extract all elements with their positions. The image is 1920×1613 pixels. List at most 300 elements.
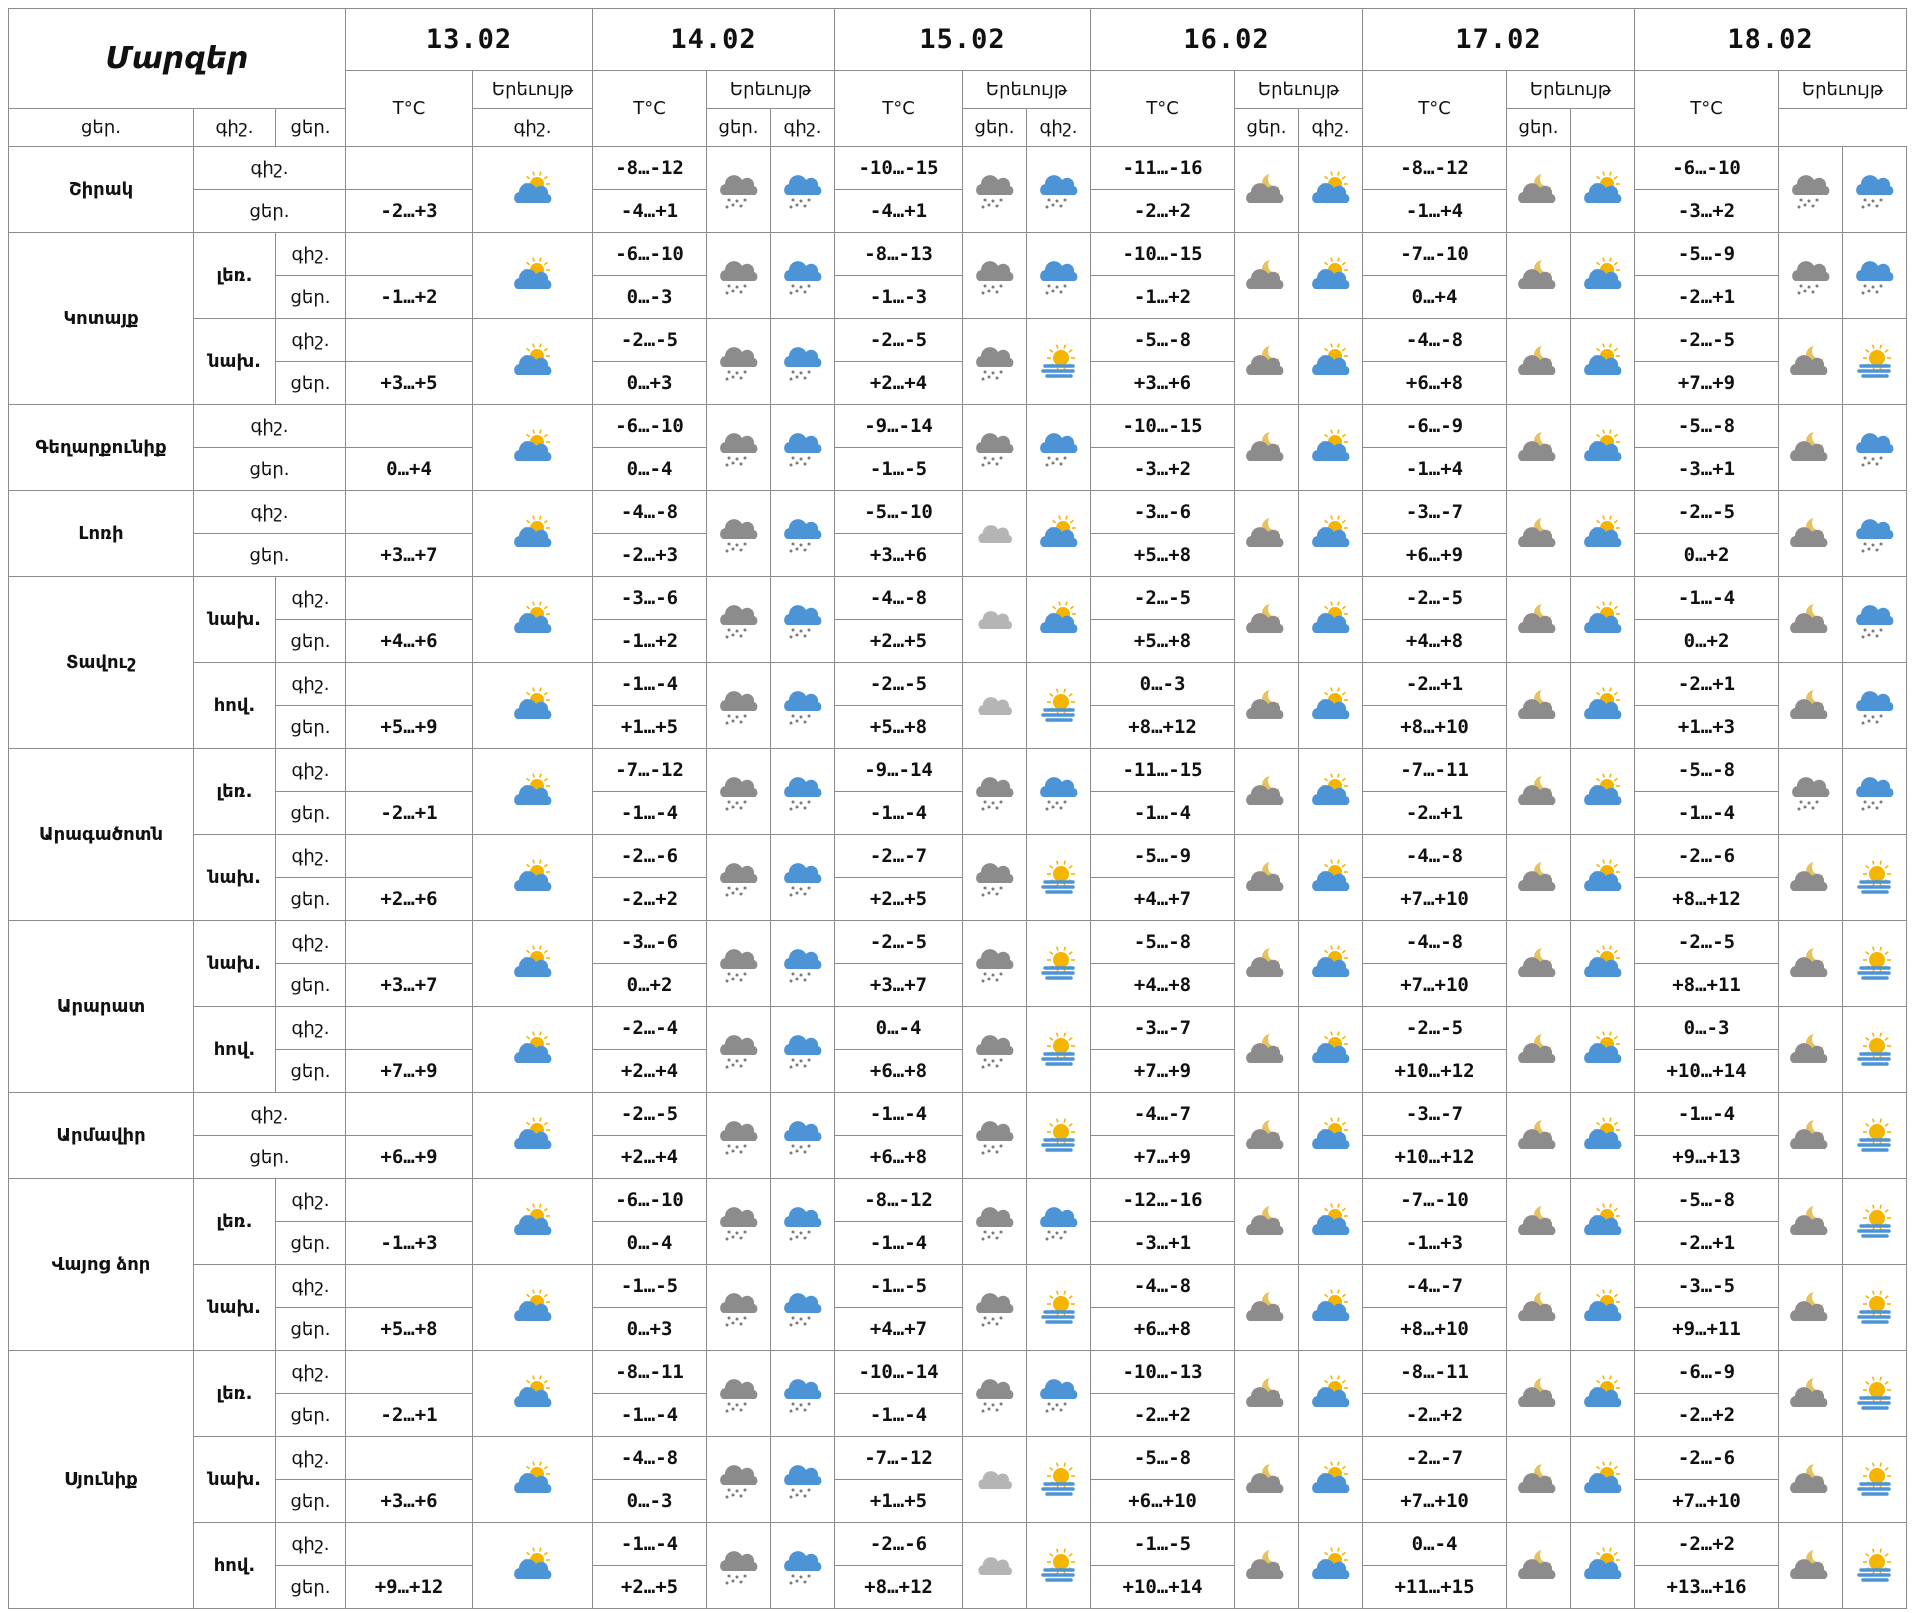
blue-snow-icon (771, 1030, 834, 1070)
phenomenon-day-cell (771, 1265, 835, 1351)
phenomenon-day-cell (473, 1437, 593, 1523)
temp-day-cell: +10…+14 (1635, 1050, 1779, 1093)
temp-night-cell: -8…-12 (1363, 147, 1507, 190)
date-header-5: 18.02 (1635, 9, 1907, 71)
temp-day-cell: 0…-3 (593, 1480, 707, 1523)
temp-day-cell: +1…+5 (593, 706, 707, 749)
gray-snow-icon (963, 1030, 1026, 1070)
sun-cloud-icon (473, 1546, 592, 1586)
moon-cloud-icon (1507, 1202, 1570, 1242)
blue-snow-icon (771, 514, 834, 554)
moon-cloud-icon (1235, 514, 1298, 554)
sun-cloud-icon (1299, 428, 1362, 468)
phenomenon-day-cell (1299, 1007, 1363, 1093)
phenomenon-day-cell (1843, 1179, 1907, 1265)
temp-day-cell: +2…+5 (835, 878, 963, 921)
night-label: գիշ. (194, 491, 346, 534)
night-col-header: գիշ. (1027, 109, 1091, 147)
phenomenon-day-cell (771, 491, 835, 577)
phenomenon-day-cell (1843, 405, 1907, 491)
temp-night-cell: -2…-6 (593, 835, 707, 878)
sun-cloud-icon (1027, 600, 1090, 640)
temp-day-cell: +2…+4 (835, 362, 963, 405)
phenomenon-day-cell (1843, 921, 1907, 1007)
sun-fog-icon (1843, 858, 1906, 898)
temp-night-cell: -10…-14 (835, 1351, 963, 1394)
blue-snow-icon (1027, 170, 1090, 210)
sun-cloud-icon (1299, 256, 1362, 296)
phenomenon-night-cell (1779, 319, 1843, 405)
blue-snow-icon (1843, 428, 1906, 468)
temp-day-cell: +7…+9 (1091, 1136, 1235, 1179)
phenomenon-day-cell (1843, 319, 1907, 405)
temp-night-cell (346, 1007, 473, 1050)
temp-day-cell: +3…+7 (346, 964, 473, 1007)
phenomenon-day-cell (1299, 491, 1363, 577)
gray-snow-icon (707, 1546, 770, 1586)
phenomenon-day-cell (1843, 1523, 1907, 1609)
night-col-header: գիշ. (194, 109, 276, 147)
subregion-label: նախ. (194, 835, 276, 921)
sun-cloud-icon (1571, 428, 1634, 468)
subregion-label: նախ. (194, 577, 276, 663)
temp-day-cell: +4…+7 (835, 1308, 963, 1351)
subregion-label: հով. (194, 1007, 276, 1093)
phenomenon-day-cell (1299, 1523, 1363, 1609)
subregion-label: հով. (194, 663, 276, 749)
moon-cloud-icon (1779, 342, 1842, 382)
temp-night-cell: 0…-4 (1363, 1523, 1507, 1566)
blue-snow-icon (1843, 170, 1906, 210)
temp-night-cell: -2…-4 (593, 1007, 707, 1050)
temp-night-cell (346, 835, 473, 878)
temp-day-cell: -2…+2 (593, 878, 707, 921)
table-row (9, 1093, 1907, 1136)
temp-day-cell: +1…+5 (835, 1480, 963, 1523)
day-label: ցեր. (276, 1480, 346, 1523)
forecast-table (8, 8, 1907, 1609)
phenomenon-night-cell (1779, 1007, 1843, 1093)
table-row (9, 1437, 1907, 1480)
temp-day-cell: +6…+8 (1363, 362, 1507, 405)
sun-cloud-icon (1299, 514, 1362, 554)
temp-night-cell: -4…-8 (593, 1437, 707, 1480)
temp-night-cell: -6…-10 (593, 233, 707, 276)
temp-day-cell: -1…+3 (346, 1222, 473, 1265)
temp-day-cell: -1…-5 (835, 448, 963, 491)
temp-night-cell: -2…-5 (835, 319, 963, 362)
phenomenon-day-cell (771, 1007, 835, 1093)
phenomenon-night-cell (1507, 405, 1571, 491)
sun-cloud-icon (1299, 1030, 1362, 1070)
sun-cloud-icon (1299, 1460, 1362, 1500)
cloud-icon (963, 514, 1026, 554)
temp-day-cell: +9…+13 (1635, 1136, 1779, 1179)
phenomenon-day-cell (1027, 835, 1091, 921)
sun-cloud-icon (1299, 944, 1362, 984)
moon-cloud-icon (1507, 342, 1570, 382)
sun-cloud-icon (1571, 686, 1634, 726)
phenomenon-night-cell (1507, 577, 1571, 663)
day-col-header: ցեր. (963, 109, 1027, 147)
temp-night-cell: -8…-12 (835, 1179, 963, 1222)
temp-night-cell (346, 749, 473, 792)
temp-day-cell: -4…+1 (835, 190, 963, 233)
gray-snow-icon (707, 1460, 770, 1500)
phenomenon-day-cell (1571, 1523, 1635, 1609)
temp-day-cell: 0…+2 (1635, 534, 1779, 577)
sun-fog-icon (1843, 1288, 1906, 1328)
temp-day-cell: 0…+3 (593, 1308, 707, 1351)
phenomenon-day-cell (1843, 147, 1907, 233)
moon-cloud-icon (1779, 1546, 1842, 1586)
temp-night-cell: -10…-15 (1091, 233, 1235, 276)
moon-cloud-icon (1507, 256, 1570, 296)
phenomenon-day-cell (1299, 1265, 1363, 1351)
table-row (9, 835, 1907, 878)
temp-day-cell: +10…+12 (1363, 1136, 1507, 1179)
temp-day-cell: -2…+3 (593, 534, 707, 577)
date-header-1: 14.02 (593, 9, 835, 71)
temp-day-cell: -1…-4 (835, 1222, 963, 1265)
phenomenon-night-cell (963, 491, 1027, 577)
blue-snow-icon (771, 1288, 834, 1328)
gray-snow-icon (963, 1288, 1026, 1328)
phenomenon-day-cell (1027, 1007, 1091, 1093)
sun-cloud-icon (1299, 686, 1362, 726)
sun-fog-icon (1843, 944, 1906, 984)
phenomenon-day-cell (473, 835, 593, 921)
temp-day-cell: +13…+16 (1635, 1566, 1779, 1609)
temp-night-cell: -9…-14 (835, 405, 963, 448)
sun-cloud-icon (473, 1288, 592, 1328)
phenomenon-day-cell (771, 663, 835, 749)
temp-night-cell: -4…-8 (1091, 1265, 1235, 1308)
temp-night-cell: -2…-6 (1635, 835, 1779, 878)
phenomenon-day-cell (1843, 749, 1907, 835)
region-name: Վայոց ձոր (9, 1179, 194, 1351)
phenomenon-night-cell (707, 835, 771, 921)
day-label: ցեր. (194, 448, 346, 491)
phenomenon-night-cell (1507, 1265, 1571, 1351)
phenomenon-night-cell (707, 1007, 771, 1093)
sun-cloud-icon (473, 428, 592, 468)
night-label: գիշ. (194, 1093, 346, 1136)
blue-snow-icon (771, 1374, 834, 1414)
gray-snow-icon (707, 428, 770, 468)
temp-night-cell: -5…-8 (1091, 1437, 1235, 1480)
phenomenon-day-cell (1027, 405, 1091, 491)
phenomenon-day-cell (1571, 319, 1635, 405)
phenomenon-night-cell (707, 1351, 771, 1437)
gray-snow-icon (707, 1374, 770, 1414)
gray-snow-icon (707, 514, 770, 554)
temp-night-cell (346, 1437, 473, 1480)
phenomenon-day-cell (771, 1093, 835, 1179)
phenomenon-day-cell (1843, 1007, 1907, 1093)
phenomenon-night-cell (1235, 663, 1299, 749)
sun-cloud-icon (1571, 514, 1634, 554)
blue-snow-icon (771, 944, 834, 984)
phenomenon-day-cell (1843, 835, 1907, 921)
sun-cloud-icon (473, 1202, 592, 1242)
temp-night-cell: -10…-15 (1091, 405, 1235, 448)
gray-snow-icon (707, 686, 770, 726)
gray-snow-icon (963, 1116, 1026, 1156)
blue-snow-icon (771, 342, 834, 382)
phenomenon-night-cell (1507, 1007, 1571, 1093)
phenomenon-night-cell (707, 405, 771, 491)
temp-night-cell: -1…-4 (593, 663, 707, 706)
temp-night-cell: -3…-6 (593, 921, 707, 964)
moon-cloud-icon (1235, 944, 1298, 984)
subregion-label: հով. (194, 1523, 276, 1609)
sun-cloud-icon (473, 342, 592, 382)
region-name: Սյունիք (9, 1351, 194, 1609)
temp-day-cell: -2…+2 (1363, 1394, 1507, 1437)
temp-day-cell: +6…+10 (1091, 1480, 1235, 1523)
temp-night-cell (346, 319, 473, 362)
moon-cloud-icon (1507, 686, 1570, 726)
phenomenon-col-header: Երեւույթ (963, 71, 1091, 109)
sun-cloud-icon (473, 600, 592, 640)
sun-cloud-icon (1571, 1202, 1634, 1242)
sun-cloud-icon (1571, 256, 1634, 296)
temp-day-cell: +8…+12 (835, 1566, 963, 1609)
moon-cloud-icon (1507, 1374, 1570, 1414)
temp-day-cell: +1…+3 (1635, 706, 1779, 749)
phenomenon-day-cell (473, 1265, 593, 1351)
blue-snow-icon (1843, 600, 1906, 640)
temp-day-cell: 0…+4 (346, 448, 473, 491)
temp-night-cell (346, 405, 473, 448)
phenomenon-night-cell (1779, 233, 1843, 319)
phenomenon-day-cell (771, 1351, 835, 1437)
phenomenon-night-cell (1235, 1523, 1299, 1609)
temp-day-cell: +3…+5 (346, 362, 473, 405)
phenomenon-night-cell (1507, 663, 1571, 749)
gray-snow-icon (707, 1288, 770, 1328)
phenomenon-day-cell (1571, 921, 1635, 1007)
table-row (9, 147, 1907, 190)
phenomenon-day-cell (1027, 233, 1091, 319)
temp-night-cell: -6…-9 (1363, 405, 1507, 448)
temp-day-cell: +5…+8 (1091, 620, 1235, 663)
temp-day-cell: 0…-4 (593, 448, 707, 491)
phenomenon-night-cell (1507, 749, 1571, 835)
temp-night-cell: -2…-5 (1635, 921, 1779, 964)
phenomenon-night-cell (1235, 405, 1299, 491)
temp-night-cell: 0…-4 (835, 1007, 963, 1050)
temp-day-cell: +7…+9 (1091, 1050, 1235, 1093)
phenomenon-day-cell (1299, 577, 1363, 663)
cloud-icon (963, 686, 1026, 726)
phenomenon-day-cell (473, 233, 593, 319)
sun-cloud-icon (473, 170, 592, 210)
temp-day-cell: 0…+3 (593, 362, 707, 405)
phenomenon-day-cell (1299, 921, 1363, 1007)
phenomenon-day-cell (1027, 1093, 1091, 1179)
phenomenon-col-header: Երեւույթ (707, 71, 835, 109)
temp-night-cell: -5…-9 (1091, 835, 1235, 878)
day-label: ցեր. (194, 1136, 346, 1179)
night-label: գիշ. (276, 1523, 346, 1566)
phenomenon-day-cell (1299, 405, 1363, 491)
night-col-header: գիշ. (473, 109, 593, 147)
phenomenon-night-cell (963, 1523, 1027, 1609)
phenomenon-col-header: Երեւույթ (1507, 71, 1635, 109)
region-name: Տավուշ (9, 577, 194, 749)
temp-night-cell: -5…-9 (1635, 233, 1779, 276)
gray-snow-icon (963, 1374, 1026, 1414)
temp-night-cell (346, 147, 473, 190)
phenomenon-night-cell (707, 147, 771, 233)
moon-cloud-icon (1779, 600, 1842, 640)
phenomenon-night-cell (1779, 835, 1843, 921)
temp-night-cell: -7…-12 (835, 1437, 963, 1480)
moon-cloud-icon (1235, 600, 1298, 640)
moon-cloud-icon (1507, 170, 1570, 210)
temp-day-cell: -2…+2 (1091, 1394, 1235, 1437)
day-label: ցեր. (276, 1394, 346, 1437)
table-row (9, 1007, 1907, 1050)
sun-cloud-icon (1299, 1546, 1362, 1586)
gray-snow-icon (707, 1116, 770, 1156)
moon-cloud-icon (1779, 858, 1842, 898)
sun-cloud-icon (1299, 1374, 1362, 1414)
sun-cloud-icon (1571, 1288, 1634, 1328)
day-col-header: ցեր. (1235, 109, 1299, 147)
phenomenon-night-cell (963, 1179, 1027, 1265)
table-row (9, 491, 1907, 534)
blue-snow-icon (771, 1202, 834, 1242)
phenomenon-night-cell (1507, 491, 1571, 577)
sun-cloud-icon (473, 1030, 592, 1070)
subregion-label: լեռ. (194, 749, 276, 835)
phenomenon-day-cell (1299, 1179, 1363, 1265)
phenomenon-night-cell (1235, 749, 1299, 835)
temp-night-cell: -5…-8 (1091, 319, 1235, 362)
day-label: ցեր. (194, 190, 346, 233)
phenomenon-night-cell (1779, 749, 1843, 835)
phenomenon-day-cell (1299, 663, 1363, 749)
night-col-header: գիշ. (1299, 109, 1363, 147)
day-label: ցեր. (276, 276, 346, 319)
temp-night-cell: -5…-8 (1635, 1179, 1779, 1222)
temp-night-cell: -2…-6 (1635, 1437, 1779, 1480)
gray-snow-icon (707, 170, 770, 210)
phenomenon-day-cell (1571, 1265, 1635, 1351)
temp-day-cell: +7…+9 (1635, 362, 1779, 405)
temp-day-cell: +8…+12 (1091, 706, 1235, 749)
sun-cloud-icon (1571, 170, 1634, 210)
phenomenon-day-cell (473, 1351, 593, 1437)
blue-snow-icon (771, 1116, 834, 1156)
blue-snow-icon (1843, 772, 1906, 812)
temp-night-cell: -2…+1 (1363, 663, 1507, 706)
temp-day-cell: +3…+6 (346, 1480, 473, 1523)
temp-day-cell: +5…+8 (346, 1308, 473, 1351)
gray-snow-icon (963, 256, 1026, 296)
night-label: գիշ. (276, 1007, 346, 1050)
sun-cloud-icon (1299, 600, 1362, 640)
blue-snow-icon (771, 858, 834, 898)
moon-cloud-icon (1507, 1030, 1570, 1070)
temp-day-cell: -2…+1 (1635, 1222, 1779, 1265)
temp-day-cell: +8…+12 (1635, 878, 1779, 921)
phenomenon-night-cell (963, 835, 1027, 921)
moon-cloud-icon (1507, 514, 1570, 554)
sun-cloud-icon (1027, 514, 1090, 554)
gray-snow-icon (963, 858, 1026, 898)
temp-day-cell: +3…+7 (835, 964, 963, 1007)
night-label: գիշ. (276, 921, 346, 964)
blue-snow-icon (1843, 514, 1906, 554)
temp-day-cell: 0…+2 (593, 964, 707, 1007)
sun-fog-icon (1843, 1202, 1906, 1242)
temp-night-cell: -2…-5 (1635, 319, 1779, 362)
moon-cloud-icon (1779, 514, 1842, 554)
night-col-header: գիշ. (771, 109, 835, 147)
sun-fog-icon (1027, 1030, 1090, 1070)
blue-snow-icon (1843, 686, 1906, 726)
temp-night-cell: -7…-10 (1363, 1179, 1507, 1222)
sun-fog-icon (1027, 686, 1090, 726)
phenomenon-day-cell (1299, 233, 1363, 319)
table-row (9, 921, 1907, 964)
sun-cloud-icon (473, 1374, 592, 1414)
temp-day-cell: +4…+8 (1091, 964, 1235, 1007)
phenomenon-night-cell (1779, 1093, 1843, 1179)
temp-day-cell: -2…+2 (1635, 1394, 1779, 1437)
region-name: Արարատ (9, 921, 194, 1093)
phenomenon-day-cell (473, 749, 593, 835)
phenomenon-night-cell (1507, 1351, 1571, 1437)
phenomenon-day-cell (771, 1523, 835, 1609)
phenomenon-night-cell (1235, 921, 1299, 1007)
temp-night-cell: -6…-10 (1635, 147, 1779, 190)
phenomenon-night-cell (1779, 663, 1843, 749)
temp-night-cell (346, 1179, 473, 1222)
temp-day-cell: 0…+4 (1363, 276, 1507, 319)
temp-day-cell: -1…+2 (593, 620, 707, 663)
phenomenon-day-cell (1571, 749, 1635, 835)
region-name: Շիրակ (9, 147, 194, 233)
gray-snow-icon (707, 944, 770, 984)
night-label: գիշ. (276, 1265, 346, 1308)
temp-day-cell: +10…+14 (1091, 1566, 1235, 1609)
phenomenon-night-cell (963, 319, 1027, 405)
temp-night-cell: -7…-12 (593, 749, 707, 792)
phenomenon-day-cell (1299, 1351, 1363, 1437)
temp-day-cell: +7…+10 (1363, 964, 1507, 1007)
day-label: ցեր. (276, 362, 346, 405)
sun-cloud-icon (1571, 1030, 1634, 1070)
temp-day-cell: +6…+8 (835, 1050, 963, 1093)
day-label: ցեր. (194, 534, 346, 577)
table-row (9, 1351, 1907, 1394)
phenomenon-day-cell (771, 405, 835, 491)
temp-night-cell: -1…-4 (1635, 1093, 1779, 1136)
phenomenon-day-cell (1571, 147, 1635, 233)
phenomenon-night-cell (1235, 233, 1299, 319)
moon-cloud-icon (1507, 1546, 1570, 1586)
temp-day-cell: -2…+1 (1635, 276, 1779, 319)
temp-day-cell: +2…+5 (835, 620, 963, 663)
temp-night-cell: -2…-5 (1091, 577, 1235, 620)
subregion-label: լեռ. (194, 1351, 276, 1437)
phenomenon-night-cell (1235, 1437, 1299, 1523)
